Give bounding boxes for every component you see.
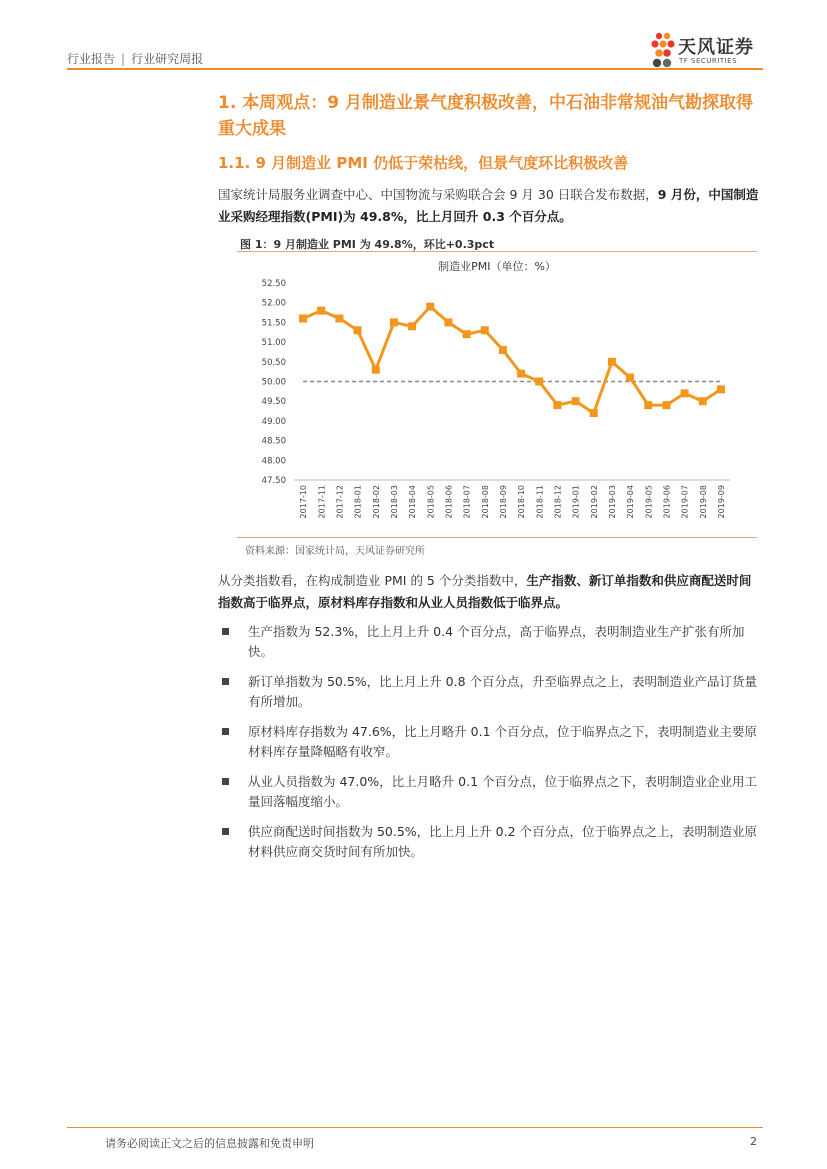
sub-index-text: 从分类指数看，在构成制造业 PMI 的 5 个分类指数中， [218,573,527,588]
y-tick-label: 51.50 [261,318,286,329]
x-tick-label: 2018-10 [517,485,527,519]
data-point [535,378,543,386]
y-tick-label: 51.00 [261,338,286,349]
x-tick-label: 2019-06 [662,485,672,519]
data-point [408,322,416,330]
report-type: 行业报告 [67,52,116,66]
data-point [681,389,689,397]
x-axis [299,485,726,518]
x-tick-label: 2019-05 [644,485,654,519]
y-tick-label: 47.50 [261,476,286,486]
report-subtype: 行业研究周报 [131,52,204,66]
y-tick-label: 49.00 [261,416,286,427]
x-tick-label: 2018-08 [480,485,490,519]
data-point [463,330,471,338]
x-tick-label: 2018-09 [498,485,508,519]
data-point [644,401,652,409]
x-tick-label: 2018-11 [535,485,545,519]
square-bullet-icon [222,678,229,685]
report-category [67,50,203,67]
page-number: 2 [750,1135,757,1148]
sub-index-list [222,622,767,872]
x-tick-label: 2019-03 [607,485,617,519]
intro-paragraph [218,184,763,228]
data-point [317,307,325,315]
y-tick-label: 49.50 [261,397,286,408]
section-heading: 1. 本周观点：9 月制造业景气度积极改善，中石油非常规油气勘探取得重大成果 [218,93,753,139]
list-item [222,822,767,862]
data-point [499,346,507,354]
data-point [572,397,580,405]
list-item-text: 生产指数为 52.3%，比上月上升 0.4 个百分点，高于临界点，表明制造业生产扩张有所加快。 [248,624,745,659]
x-tick-label: 2019-01 [571,485,581,519]
sub-index-bold-text: 生产指数、新订单指数和供应商配送时间指数高于临界点，原材料库存指数和从业人员指数低于临界点。 [218,573,752,610]
intro-text: 国家统计局服务业调查中心、中国物流与采购联合会 9 月 30 日联合发布数据， [218,187,658,202]
list-item-text: 从业人员指数为 47.0%，比上月略升 0.1 个百分点，位于临界点之下，表明制造业企业用工量回落幅度缩小。 [248,774,758,809]
data-point [390,318,398,326]
list-item [222,672,767,712]
data-point [299,314,307,322]
x-tick-label: 2018-05 [426,485,436,519]
footer-divider [67,1127,763,1128]
intro-bold-text: 9 月份，中国制造业采购经理指数(PMI)为 49.8%，比上月回升 0.3 个百分点。 [218,187,759,224]
square-bullet-icon [222,728,229,735]
chart-title: 制造业PMI（单位：%） [438,260,556,273]
data-point [354,326,362,334]
list-item [222,622,767,662]
figure-label: 图 1： [240,238,274,251]
data-point [426,303,434,311]
pmi-line-chart [237,252,757,537]
x-tick-label: 2018-07 [462,485,472,519]
figure-title: 9 月制造业 PMI 为 49.8%，环比+0.3pct [273,238,495,251]
figure-caption [240,236,494,252]
x-tick-label: 2017-10 [299,485,309,519]
x-tick-label: 2017-12 [335,485,345,519]
pmi-series-line [303,307,721,413]
data-point [590,409,598,417]
sub-index-paragraph [218,570,763,614]
x-tick-label: 2018-01 [353,485,363,519]
square-bullet-icon [222,828,229,835]
x-tick-label: 2018-03 [389,485,399,519]
company-logo [650,30,765,72]
logo-en-name: TF SECURITIES [679,57,738,65]
data-point [444,318,452,326]
y-axis [262,279,286,486]
x-tick-label: 2018-02 [371,485,381,519]
x-tick-label: 2019-09 [716,484,726,519]
list-item [222,772,767,812]
square-bullet-icon [222,778,229,785]
square-bullet-icon [222,628,229,635]
data-point [662,401,670,409]
data-point [372,366,380,374]
figure-bottom-rule [237,537,757,538]
x-tick-label: 2019-02 [589,485,599,519]
data-point [626,374,634,382]
flower-logo-icon [650,30,678,72]
x-tick-label: 2018-06 [444,485,454,519]
x-tick-label: 2017-11 [317,485,327,519]
data-point [553,401,561,409]
list-item-text: 原材料库存指数为 47.6%，比上月略升 0.1 个百分点，位于临界点之下，表明制造业主要原材料库存量降幅略有收窄。 [248,724,758,759]
x-tick-label: 2018-04 [408,485,418,519]
figure-source: 资料来源：国家统计局，天风证券研究所 [245,546,425,557]
header-separator: | [121,52,126,66]
footer-disclaimer: 请务必阅读正文之后的信息披露和免责申明 [105,1137,314,1150]
y-tick-label: 52.00 [261,298,286,309]
x-tick-label: 2019-08 [698,485,708,519]
list-item-text: 供应商配送时间指数为 50.5%，比上月上升 0.2 个百分点，位于临界点之上，表明制造业原材料供应商交货时间有所加快。 [248,824,758,859]
y-tick-label: 52.50 [261,279,286,289]
data-point [481,326,489,334]
x-tick-label: 2018-12 [553,485,563,519]
y-tick-label: 50.00 [261,377,286,388]
data-point [608,358,616,366]
data-point [517,370,525,378]
data-point [335,314,343,322]
y-tick-label: 48.50 [261,436,286,447]
y-tick-label: 48.00 [261,456,286,467]
data-point [717,385,725,393]
list-item [222,722,767,762]
list-item-text: 新订单指数为 50.5%，比上月上升 0.8 个百分点，升至临界点之上，表明制造业产品订货量有所增加。 [248,674,758,709]
x-tick-label: 2019-07 [680,485,690,519]
logo-cn-name: 天风证券 [678,37,754,58]
x-tick-label: 2019-04 [626,485,636,519]
y-tick-label: 50.50 [261,357,286,368]
subsection-heading: 1.1. 9 月制造业 PMI 仍低于荣枯线，但景气度环比积极改善 [218,154,629,172]
data-point [699,397,707,405]
header-divider [67,68,763,70]
